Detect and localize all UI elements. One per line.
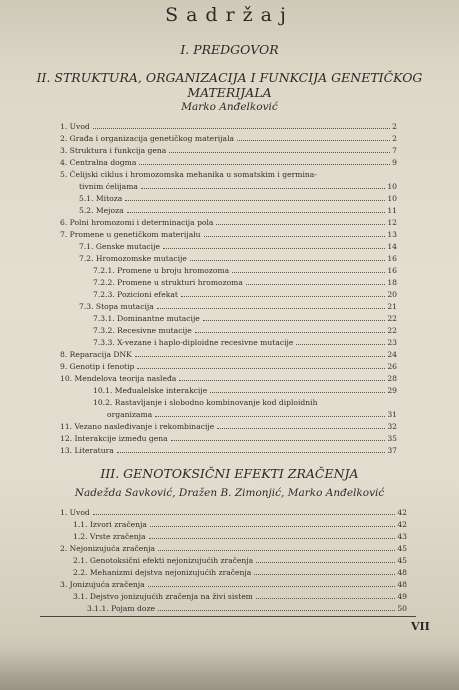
part2-heading-line2: MATERIJALA <box>187 85 272 100</box>
toc-entry-label: 7.2.2. Promene u strukturi hromozoma <box>93 278 243 287</box>
toc-entry <box>73 519 407 530</box>
toc-entry-label: 9. Genotip i fenotip <box>60 362 135 371</box>
toc-entry-page: 11 <box>387 206 397 215</box>
toc-entry-page: 43 <box>397 532 407 541</box>
toc-entry-label: tivnim ćelijama <box>79 182 138 191</box>
toc-entry-label: 5.1. Mitoza <box>79 194 123 203</box>
toc-entry-label: 1. Uvod <box>60 122 90 131</box>
toc-entry-label: 3. Jonizujuća zračenja <box>60 580 145 589</box>
toc-entry-page: 42 <box>397 508 407 517</box>
toc-entry-page: 35 <box>387 434 397 443</box>
toc-entry-page: 22 <box>387 326 397 335</box>
toc-entry-page: 2 <box>392 122 397 131</box>
toc-entry-label: 7.2. Hromozomske mutacije <box>79 254 187 263</box>
toc-entry-label: 7.3. Stopa mutacija <box>79 302 154 311</box>
toc-entry-label: 1.1. Izvori zračenja <box>73 520 147 529</box>
toc-entry-page: 37 <box>387 446 397 455</box>
toc-leader-dots <box>158 550 395 551</box>
toc-entry-page: 9 <box>392 158 397 167</box>
toc-entry <box>73 591 407 602</box>
toc-entry-label: 7.2.3. Pozicioni efekat <box>93 290 178 299</box>
toc-entry-page: 2 <box>392 134 397 143</box>
toc-entry <box>73 531 407 542</box>
toc-entry-page: 32 <box>387 422 397 431</box>
toc-entry-page: 16 <box>387 254 397 263</box>
toc-leader-dots <box>158 610 395 611</box>
toc-leader-dots <box>256 598 395 599</box>
part3-authors: Nadežda Savković, Dražen B. Zimonjić, Marko Anđelković <box>74 487 385 499</box>
toc-entry-label: 1. Uvod <box>60 508 90 517</box>
toc-leader-dots <box>93 514 396 515</box>
toc-entry-page: 13 <box>387 230 397 239</box>
toc-entry-page: 18 <box>387 278 397 287</box>
toc-leader-dots <box>150 526 395 527</box>
toc-entry-label: 2.2. Mehanizmi dejstva nejonizujućih zračenja <box>73 568 252 577</box>
toc-entry <box>60 579 407 590</box>
toc-entry-label: 1.2. Vrste zračenja <box>73 532 146 541</box>
toc-entry-page: 16 <box>387 266 397 275</box>
toc-entry-label: 7.2.1. Promene u broju hromozoma <box>93 266 230 275</box>
toc-entry <box>73 567 407 578</box>
toc-entry-label: organizama <box>107 410 153 419</box>
toc-entry-label: 6. Polni hromozomi i determinacija pola <box>60 218 214 227</box>
toc-entry-page: 14 <box>387 242 397 251</box>
toc-entry-label: 8. Reparacija DNK <box>60 350 132 359</box>
toc-entry-page: 48 <box>397 580 407 589</box>
toc-entry-page: 23 <box>387 338 397 347</box>
toc-entry-page: 24 <box>387 350 397 359</box>
toc-entry-label: 5.2. Mejoza <box>79 206 124 215</box>
toc-entry-page: 10 <box>387 182 397 191</box>
toc-entry <box>73 555 407 566</box>
toc-entry-label: 7.3.3. X-vezane i haplo-diploidne recesivne mutacije <box>93 338 294 347</box>
toc-entry-page: 20 <box>387 290 397 299</box>
toc-entry-page: 21 <box>387 302 397 311</box>
toc-leader-dots <box>148 586 396 587</box>
toc-entry-label: 2.1. Genotoksični efekti nejonizujućih zračenja <box>73 556 254 565</box>
toc-entry-label: 4. Centralna dogma <box>60 158 137 167</box>
toc-entry-page: 12 <box>387 218 397 227</box>
toc-entry-label: 3.1. Dejstvo jonizujućih zračenja na živi sistem <box>73 592 253 601</box>
toc-leader-dots <box>149 538 396 539</box>
toc-entry-page: 28 <box>387 374 397 383</box>
toc-entry-page: 45 <box>397 544 407 553</box>
page-folio: VII <box>411 620 430 633</box>
toc-entry-label: 7.1. Genske mutacije <box>79 242 160 251</box>
toc-entry-page: 49 <box>397 592 407 601</box>
toc-entry: 5. Ćelijski ciklus i hromozomska mehanika u somatskim i germina- <box>60 170 317 179</box>
toc-entry-label: 3. Struktura i funkcija gena <box>60 146 167 155</box>
part2-author: Marko Anđelković <box>181 101 278 113</box>
toc-entry <box>60 507 407 518</box>
toc-entry-label: 10.1. Međualelske interakcije <box>93 386 208 395</box>
toc-entry-page: 22 <box>387 314 397 323</box>
toc-leader-dots <box>256 562 395 563</box>
toc-entry-label: 2. Nejonizujuća zračenja <box>60 544 156 553</box>
toc-entry-page: 48 <box>397 568 407 577</box>
toc-entry-page: 45 <box>397 556 407 565</box>
page-title: Sadržaj <box>165 4 294 26</box>
toc-entry-page: 31 <box>387 410 397 419</box>
toc-entry-label: 13. Literatura <box>60 446 114 455</box>
toc-leader-dots <box>254 574 395 575</box>
toc-entry-label: 12. Interakcije između gena <box>60 434 168 443</box>
toc-entry-page: 26 <box>387 362 397 371</box>
toc-entry-page: 42 <box>397 520 407 529</box>
footer-rule <box>40 616 416 617</box>
toc-entry-label: 7.3.2. Recesivne mutacije <box>93 326 192 335</box>
toc-entry <box>60 543 407 554</box>
toc-entry-page: 7 <box>392 146 397 155</box>
toc-entry-label: 10. Mendelova teorija nasleđa <box>60 374 177 383</box>
toc-entry <box>87 603 407 614</box>
toc-entry-label: 2. Građa i organizacija genetičkog materijala <box>60 134 235 143</box>
part2-heading-line1: II. STRUKTURA, ORGANIZACIJA I FUNKCIJA GENETIČKOG <box>36 70 423 85</box>
toc-entry: 10.2. Rastavljanje i slobodno kombinovanje kod diploidnih <box>93 398 318 407</box>
part3-heading: III. GENOTOKSIČNI EFEKTI ZRAČENJA <box>100 466 359 481</box>
toc-entry-page: 50 <box>397 604 407 613</box>
toc-entry-page: 29 <box>387 386 397 395</box>
part1-heading: I. PREDGOVOR <box>180 42 279 57</box>
toc-entry-page: 10 <box>387 194 397 203</box>
toc-entry-label: 7. Promene u genetičkom materijalu <box>60 230 201 239</box>
toc-entry-label: 3.1.1. Pojam doze <box>87 604 155 613</box>
toc-entry-label: 7.3.1. Dominantne mutacije <box>93 314 200 323</box>
toc-entry-label: 11. Vezano nasleđivanje i rekombinacije <box>60 422 215 431</box>
